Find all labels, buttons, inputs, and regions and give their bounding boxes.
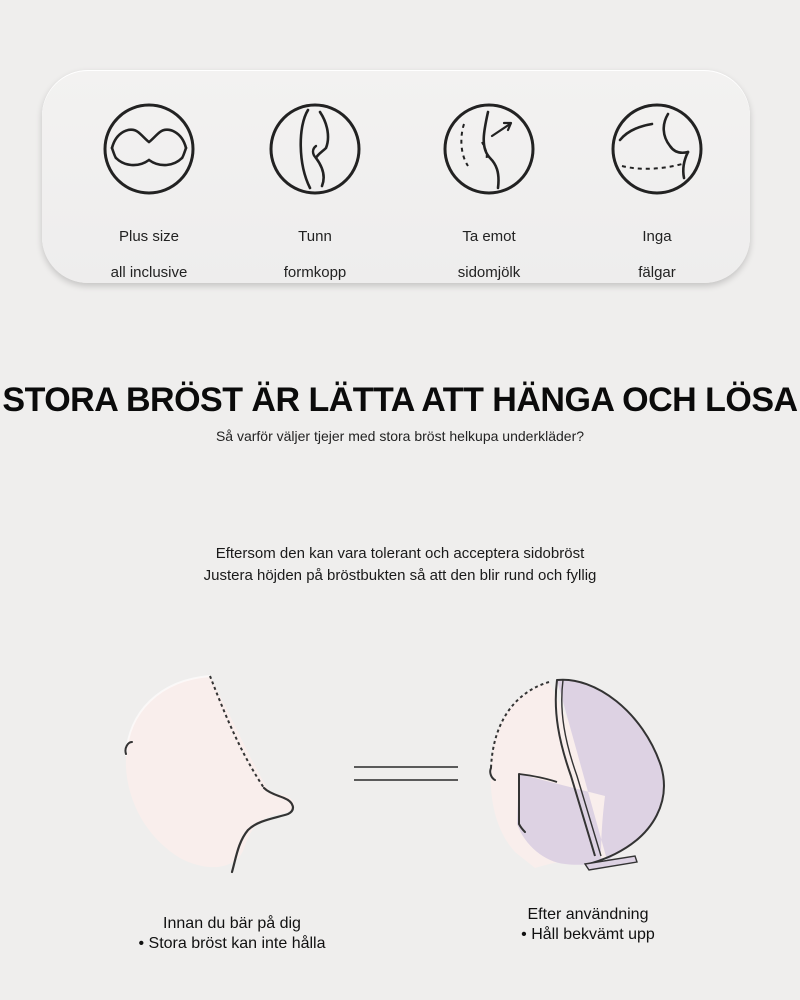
before-caption	[92, 914, 372, 954]
description-line1: Eftersom den kan vara tolerant och acceptera sidobröst	[215, 545, 585, 562]
feature-plus-size-line1: Plus size	[118, 228, 180, 245]
feature-card	[42, 70, 750, 283]
before-caption-line1: Innan du bär på dig	[163, 915, 301, 932]
headline: STORA BRÖST ÄR LÄTTA ATT HÄNGA OCH LÖSA	[2, 381, 798, 419]
after-caption-line2: • Håll bekvämt upp	[521, 926, 655, 943]
feature-no-wire-line2: fälgar	[638, 264, 676, 281]
before-caption-line2: • Stora bröst kan inte hålla	[138, 935, 326, 952]
feature-side-breast	[414, 102, 564, 300]
feature-plus-size-label	[74, 210, 224, 300]
feature-thin-cup-line1: Tunn	[298, 228, 332, 245]
feature-plus-size-line2: all inclusive	[110, 264, 188, 281]
after-caption	[448, 905, 728, 945]
feature-no-wire	[582, 102, 732, 300]
side-breast-icon	[442, 102, 536, 196]
after-breast-illustration	[485, 672, 675, 877]
feature-side-breast-line2: sidomjölk	[457, 264, 521, 281]
before-breast-illustration	[120, 672, 310, 877]
feature-side-breast-label	[414, 210, 564, 300]
thin-cup-icon	[268, 102, 362, 196]
feature-no-wire-label	[582, 210, 732, 300]
feature-thin-cup	[240, 102, 390, 300]
no-wire-icon	[610, 102, 704, 196]
after-caption-line1: Efter användning	[527, 906, 649, 923]
feature-side-breast-line1: Ta emot	[462, 228, 516, 245]
subheadline: Så varför väljer tjejer med stora bröst helkupa underkläder?	[215, 428, 585, 444]
feature-thin-cup-line2: formkopp	[283, 264, 347, 281]
equals-icon	[352, 762, 460, 786]
plus-size-icon	[102, 102, 196, 196]
description-line2: Justera höjden på bröstbukten så att den blir rund och fyllig	[203, 567, 597, 584]
feature-no-wire-line1: Inga	[642, 228, 672, 245]
feature-thin-cup-label	[240, 210, 390, 300]
feature-plus-size	[74, 102, 224, 300]
